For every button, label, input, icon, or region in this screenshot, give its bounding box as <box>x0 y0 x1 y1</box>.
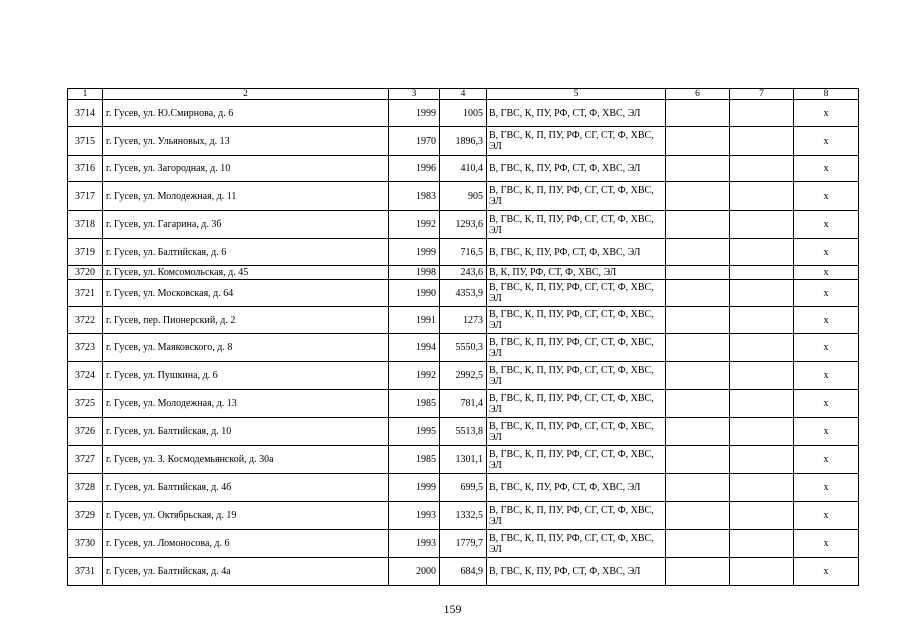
table-row <box>68 280 859 307</box>
year-cell: 1994 <box>389 334 440 362</box>
col8-cell: х <box>794 334 859 362</box>
area-cell: 1293,6 <box>440 211 487 239</box>
year-cell: 1985 <box>389 446 440 474</box>
area-cell: 5513,8 <box>440 418 487 446</box>
area-cell: 1896,3 <box>440 127 487 156</box>
area-cell: 905 <box>440 182 487 211</box>
area-cell: 4353,9 <box>440 280 487 307</box>
services-cell: В, ГВС, К, П, ПУ, РФ, СГ, СТ, Ф, ХВС, ЭЛ <box>487 530 666 558</box>
col8-cell: х <box>794 474 859 502</box>
col8-cell: х <box>794 530 859 558</box>
col6-cell <box>666 182 730 211</box>
col7-cell <box>730 182 794 211</box>
table-row <box>68 182 859 211</box>
address-cell: г. Гусев, ул. Балтийская, д. 4а <box>103 558 389 586</box>
col-header-5: 5 <box>487 89 666 100</box>
row-number: 3720 <box>68 266 103 280</box>
area-cell: 1005 <box>440 100 487 127</box>
year-cell: 1992 <box>389 362 440 390</box>
address-cell: г. Гусев, ул. Загородная, д. 10 <box>103 156 389 182</box>
col8-cell: х <box>794 558 859 586</box>
col-header-7: 7 <box>730 89 794 100</box>
col7-cell <box>730 127 794 156</box>
services-cell: В, ГВС, К, П, ПУ, РФ, СГ, СТ, Ф, ХВС, ЭЛ <box>487 280 666 307</box>
year-cell: 1983 <box>389 182 440 211</box>
area-cell: 1332,5 <box>440 502 487 530</box>
col7-cell <box>730 156 794 182</box>
address-cell: г. Гусев, ул. Ломоносова, д. 6 <box>103 530 389 558</box>
col8-cell: х <box>794 446 859 474</box>
col6-cell <box>666 266 730 280</box>
col7-cell <box>730 390 794 418</box>
header-row <box>68 89 859 100</box>
col6-cell <box>666 362 730 390</box>
services-cell: В, ГВС, К, ПУ, РФ, СТ, Ф, ХВС, ЭЛ <box>487 156 666 182</box>
col-header-8: 8 <box>794 89 859 100</box>
year-cell: 1993 <box>389 502 440 530</box>
col8-cell: х <box>794 362 859 390</box>
year-cell: 1993 <box>389 530 440 558</box>
register-table-wrapper <box>67 88 859 586</box>
services-cell: В, ГВС, К, П, ПУ, РФ, СГ, СТ, Ф, ХВС, ЭЛ <box>487 446 666 474</box>
col6-cell <box>666 418 730 446</box>
col7-cell <box>730 239 794 266</box>
col-header-3: 3 <box>389 89 440 100</box>
services-cell: В, ГВС, К, П, ПУ, РФ, СГ, СТ, Ф, ХВС, ЭЛ <box>487 362 666 390</box>
address-cell: г. Гусев, ул. Молодежная, д. 11 <box>103 182 389 211</box>
services-cell: В, ГВС, К, П, ПУ, РФ, СГ, СТ, Ф, ХВС, ЭЛ <box>487 211 666 239</box>
row-number: 3719 <box>68 239 103 266</box>
col7-cell <box>730 474 794 502</box>
area-cell: 243,6 <box>440 266 487 280</box>
col8-cell: х <box>794 182 859 211</box>
table-row <box>68 239 859 266</box>
row-number: 3731 <box>68 558 103 586</box>
col7-cell <box>730 100 794 127</box>
col7-cell <box>730 211 794 239</box>
table-row <box>68 334 859 362</box>
year-cell: 2000 <box>389 558 440 586</box>
col7-cell <box>730 307 794 334</box>
col6-cell <box>666 100 730 127</box>
col-header-6: 6 <box>666 89 730 100</box>
table-row <box>68 307 859 334</box>
address-cell: г. Гусев, пер. Пионерский, д. 2 <box>103 307 389 334</box>
table-row <box>68 211 859 239</box>
col-header-4: 4 <box>440 89 487 100</box>
area-cell: 1301,1 <box>440 446 487 474</box>
col7-cell <box>730 558 794 586</box>
row-number: 3729 <box>68 502 103 530</box>
col8-cell: х <box>794 211 859 239</box>
col7-cell <box>730 266 794 280</box>
area-cell: 699,5 <box>440 474 487 502</box>
table-row <box>68 474 859 502</box>
year-cell: 1970 <box>389 127 440 156</box>
col6-cell <box>666 474 730 502</box>
row-number: 3727 <box>68 446 103 474</box>
area-cell: 2992,5 <box>440 362 487 390</box>
table-row <box>68 127 859 156</box>
row-number: 3721 <box>68 280 103 307</box>
year-cell: 1999 <box>389 239 440 266</box>
col7-cell <box>730 530 794 558</box>
year-cell: 1998 <box>389 266 440 280</box>
year-cell: 1996 <box>389 156 440 182</box>
col6-cell <box>666 280 730 307</box>
services-cell: В, ГВС, К, ПУ, РФ, СТ, Ф, ХВС, ЭЛ <box>487 558 666 586</box>
col6-cell <box>666 446 730 474</box>
area-cell: 684,9 <box>440 558 487 586</box>
page-number: 159 <box>443 602 462 616</box>
col6-cell <box>666 334 730 362</box>
col6-cell <box>666 156 730 182</box>
table-row <box>68 266 859 280</box>
row-number: 3725 <box>68 390 103 418</box>
col-header-2: 2 <box>103 89 389 100</box>
table-row <box>68 390 859 418</box>
year-cell: 1999 <box>389 100 440 127</box>
area-cell: 410,4 <box>440 156 487 182</box>
address-cell: г. Гусев, ул. Балтийская, д. 6 <box>103 239 389 266</box>
area-cell: 781,4 <box>440 390 487 418</box>
services-cell: В, ГВС, К, П, ПУ, РФ, СГ, СТ, Ф, ХВС, ЭЛ <box>487 127 666 156</box>
col8-cell: х <box>794 390 859 418</box>
address-cell: г. Гусев, ул. Комсомольская, д. 45 <box>103 266 389 280</box>
col6-cell <box>666 307 730 334</box>
col7-cell <box>730 502 794 530</box>
col7-cell <box>730 446 794 474</box>
col6-cell <box>666 502 730 530</box>
col8-cell: х <box>794 502 859 530</box>
services-cell: В, ГВС, К, П, ПУ, РФ, СГ, СТ, Ф, ХВС, ЭЛ <box>487 390 666 418</box>
col7-cell <box>730 418 794 446</box>
col8-cell: х <box>794 266 859 280</box>
address-cell: г. Гусев, ул. Молодежная, д. 13 <box>103 390 389 418</box>
address-cell: г. Гусев, ул. Балтийская, д. 4б <box>103 474 389 502</box>
table-row <box>68 418 859 446</box>
table-row <box>68 362 859 390</box>
services-cell: В, ГВС, К, П, ПУ, РФ, СГ, СТ, Ф, ХВС, ЭЛ <box>487 502 666 530</box>
services-cell: В, К, ПУ, РФ, СТ, Ф, ХВС, ЭЛ <box>487 266 666 280</box>
services-cell: В, ГВС, К, П, ПУ, РФ, СГ, СТ, Ф, ХВС, ЭЛ <box>487 418 666 446</box>
table-row <box>68 558 859 586</box>
year-cell: 1990 <box>389 280 440 307</box>
area-cell: 716,5 <box>440 239 487 266</box>
col8-cell: х <box>794 100 859 127</box>
col8-cell: х <box>794 418 859 446</box>
year-cell: 1991 <box>389 307 440 334</box>
row-number: 3723 <box>68 334 103 362</box>
col7-cell <box>730 280 794 307</box>
col7-cell <box>730 362 794 390</box>
row-number: 3716 <box>68 156 103 182</box>
table-row <box>68 100 859 127</box>
table-row <box>68 502 859 530</box>
row-number: 3724 <box>68 362 103 390</box>
area-cell: 1779,7 <box>440 530 487 558</box>
address-cell: г. Гусев, ул. З. Космодемьянской, д. 30а <box>103 446 389 474</box>
year-cell: 1985 <box>389 390 440 418</box>
col6-cell <box>666 558 730 586</box>
row-number: 3722 <box>68 307 103 334</box>
services-cell: В, ГВС, К, ПУ, РФ, СТ, Ф, ХВС, ЭЛ <box>487 474 666 502</box>
row-number: 3718 <box>68 211 103 239</box>
col6-cell <box>666 239 730 266</box>
col-header-1: 1 <box>68 89 103 100</box>
table-row <box>68 530 859 558</box>
services-cell: В, ГВС, К, ПУ, РФ, СТ, Ф, ХВС, ЭЛ <box>487 100 666 127</box>
address-cell: г. Гусев, ул. Пушкина, д. 6 <box>103 362 389 390</box>
year-cell: 1992 <box>389 211 440 239</box>
row-number: 3715 <box>68 127 103 156</box>
col6-cell <box>666 390 730 418</box>
col8-cell: х <box>794 127 859 156</box>
address-cell: г. Гусев, ул. Московская, д. 64 <box>103 280 389 307</box>
row-number: 3730 <box>68 530 103 558</box>
col8-cell: х <box>794 156 859 182</box>
services-cell: В, ГВС, К, П, ПУ, РФ, СГ, СТ, Ф, ХВС, ЭЛ <box>487 334 666 362</box>
row-number: 3717 <box>68 182 103 211</box>
address-cell: г. Гусев, ул. Балтийская, д. 10 <box>103 418 389 446</box>
services-cell: В, ГВС, К, П, ПУ, РФ, СГ, СТ, Ф, ХВС, ЭЛ <box>487 182 666 211</box>
row-number: 3728 <box>68 474 103 502</box>
area-cell: 5550,3 <box>440 334 487 362</box>
row-number: 3714 <box>68 100 103 127</box>
col8-cell: х <box>794 239 859 266</box>
col6-cell <box>666 211 730 239</box>
year-cell: 1995 <box>389 418 440 446</box>
col6-cell <box>666 127 730 156</box>
table-body <box>68 100 859 586</box>
row-number: 3726 <box>68 418 103 446</box>
year-cell: 1999 <box>389 474 440 502</box>
col6-cell <box>666 530 730 558</box>
services-cell: В, ГВС, К, П, ПУ, РФ, СГ, СТ, Ф, ХВС, ЭЛ <box>487 307 666 334</box>
address-cell: г. Гусев, ул. Гагарина, д. 3б <box>103 211 389 239</box>
area-cell: 1273 <box>440 307 487 334</box>
table-row <box>68 156 859 182</box>
col7-cell <box>730 334 794 362</box>
col8-cell: х <box>794 307 859 334</box>
housing-register-table <box>67 88 859 586</box>
col8-cell: х <box>794 280 859 307</box>
address-cell: г. Гусев, ул. Маяковского, д. 8 <box>103 334 389 362</box>
table-row <box>68 446 859 474</box>
address-cell: г. Гусев, ул. Ульяновых, д. 13 <box>103 127 389 156</box>
services-cell: В, ГВС, К, ПУ, РФ, СТ, Ф, ХВС, ЭЛ <box>487 239 666 266</box>
address-cell: г. Гусев, ул. Ю.Смирнова, д. 6 <box>103 100 389 127</box>
address-cell: г. Гусев, ул. Октябрьская, д. 19 <box>103 502 389 530</box>
